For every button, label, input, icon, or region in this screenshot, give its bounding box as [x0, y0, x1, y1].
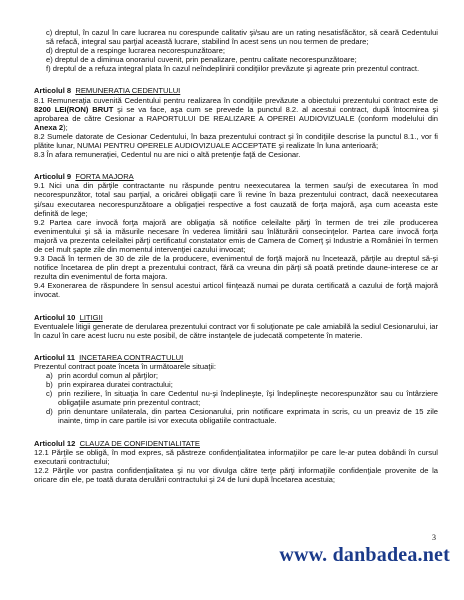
paragraph-clause-c: c) dreptul, în cazul în care lucrarea nu corespunde calitativ şi/sau are un rating nesatisfăcător, să ceară Cedentului să refacă, integral sau parţial această lucrare, stabilind în acest sens un nou termen de predare;: [46, 28, 438, 47]
amount-value: 8200 LEI(RON) BRUT: [34, 104, 114, 114]
list-item: b) prin expirarea duratei contractului;: [46, 380, 173, 390]
document-page: [34, 28, 438, 484]
page-number: 3: [432, 533, 436, 542]
website-watermark: www. danbadea.net: [279, 544, 450, 566]
article-title: REMUNERATIA CEDENTULUI: [75, 86, 181, 96]
list-item: a) prin acordul comun al părţilor;: [46, 371, 159, 380]
heading-article-9: [34, 172, 438, 181]
paragraph-12-1: 12.1 Părţile se obligă, în mod expres, să păstreze confidenţialitatea informaţiilor pe care le-ar putea dobândi în cursul executarii contractului;: [34, 447, 438, 466]
paragraph-9-4: 9.4 Exonerarea de răspundere în sensul acestui articol fiinţează numai pe durata certificată a cazului de forţă majoră invocat.: [34, 281, 438, 300]
heading-article-11: [34, 353, 438, 362]
article-label: Articolul 8: [34, 86, 72, 96]
paragraph-clause-f: f) dreptul de a refuza integral plata în cazul neîndeplinirii condiţiilor prevăzute şi agreate prin prezentul contract.: [46, 64, 420, 74]
list-item: d) prin denuntare unilaterala, din partea Cesionarului, prin notificare exprimata in scris, cu un preaviz de 15 zile inainte, timp in care partile isi vor executa obligatiile contractuale.: [46, 407, 438, 426]
list-item: c) prin reziliere, în situaţia în care Cedentul nu-şi îndeplineşte, îşi îndeplineşte necorespunzător sau cu întârziere obligaţiile asumate prin prezentul contract;: [46, 389, 438, 408]
paragraph-11-intro: Prezentul contract poate înceta în următoarele situaţii:: [34, 361, 216, 371]
paragraph-8-1: 8.1 Remuneraţia cuvenită Cedentului pentru realizarea în condiţiile prevăzute a obiectului prezentului contract este de 8200 LEI(RON) BRUT şi se va face, aşa cum se prevede la punctul 8.2. al acestui contract, după întocmirea şi aprobarea de către Cesionar a RAPORTULUI DE REALIZARE A OPEREI AUDIOVIZUALE (conform modelului din Anexa 2);: [34, 95, 439, 132]
article-label: Articolul 11: [34, 352, 75, 362]
heading-article-12: [34, 439, 438, 448]
article-label: Articolul 9: [34, 172, 72, 182]
anexa-ref: Anexa 2: [34, 122, 64, 132]
paragraph-clause-e: e) dreptul de a diminua onorariul cuvenit, prin penalizare, pentru calitate necorespunzătoare;: [46, 55, 357, 65]
paragraph-clause-d: d) dreptul de a respinge lucrarea necorespunzătoare;: [46, 46, 225, 56]
article-title: CLAUZA DE CONFIDENTIALITATE: [79, 438, 200, 448]
article-label: Articolul 12: [34, 438, 76, 448]
article-title: LITIGII: [79, 312, 103, 322]
paragraph-12-2: 12.2 Părţile vor pastra confidenţialitatea şi nu vor divulga către terţe părţi informaţiile confidenţiale provenite de la oricare din ele, pe toată durata derulării contractului şi 24 de luni după încetarea acestuia;: [34, 465, 438, 484]
paragraph-10: Eventualele litigii generate de derularea prezentului contract vor fi soluţionate pe cale amiabilă la sediul Cesionarului, iar în cazul în care acest lucru nu este posibil, de către instanţele de judecată competente în materie.: [34, 321, 438, 340]
article-title: INCETAREA CONTRACTULUI: [79, 352, 184, 362]
article-label: Articolul 10: [34, 312, 76, 322]
paragraph-8-3: 8.3 În afara remuneraţiei, Cedentul nu are nici o altă pretenţie faţă de Cesionar.: [34, 150, 301, 160]
heading-article-8: [34, 86, 438, 95]
paragraph-9-2: 9.2 Partea care invocă forţa majoră are obligaţia să notifice celeilalte părţi în termen de trei zile producerea evenimentului şi să ia măsurile necesare în vederea limitării sau înlăturării consecinţelor. Partea care invocă forţa majoră va prezenta celeilaltei părţi certificatul constatator emis de Camera de Comerţ şi Industrie a României în termen de cel mult şapte zile din momentul intervenţiei cazului invocat;: [34, 217, 438, 254]
paragraph-9-3: 9.3 Dacă în termen de 30 de zile de la producere, evenimentul de forţă majoră nu încetează, părţile au dreptul să-şi notifice încetarea de plin drept a prezentului contract, fără ca vreuna din părţi să poată pretinde daune-interese ce ar rezulta din evenimentul de forta majora.: [34, 254, 438, 282]
paragraph-8-2: 8.2 Sumele datorate de Cesionar Cedentului, în baza prezentului contract şi în condiţiile descrise la punctul 8.1., vor fi plătite lunar, NUMAI PENTRU OPERELE AUDIOVIZUALE ACCEPTATE şi realizate în luna anterioară;: [34, 131, 438, 151]
article-title: FORTA MAJORA: [75, 172, 134, 182]
paragraph-9-1: 9.1 Nici una din părţile contractante nu răspunde pentru neexecutarea la termen sau/şi de executarea în mod necorespunzător, total sau parţial, a oricărei obligaţii care îi revine în baza prezentului contract, dacă neexecutarea şi/sau executarea necorespunzătoare a obligaţiei respective a fost cauzată de forţa majoră, aşa cum aceasta este definită de lege;: [34, 181, 438, 218]
heading-article-10: [34, 313, 438, 322]
